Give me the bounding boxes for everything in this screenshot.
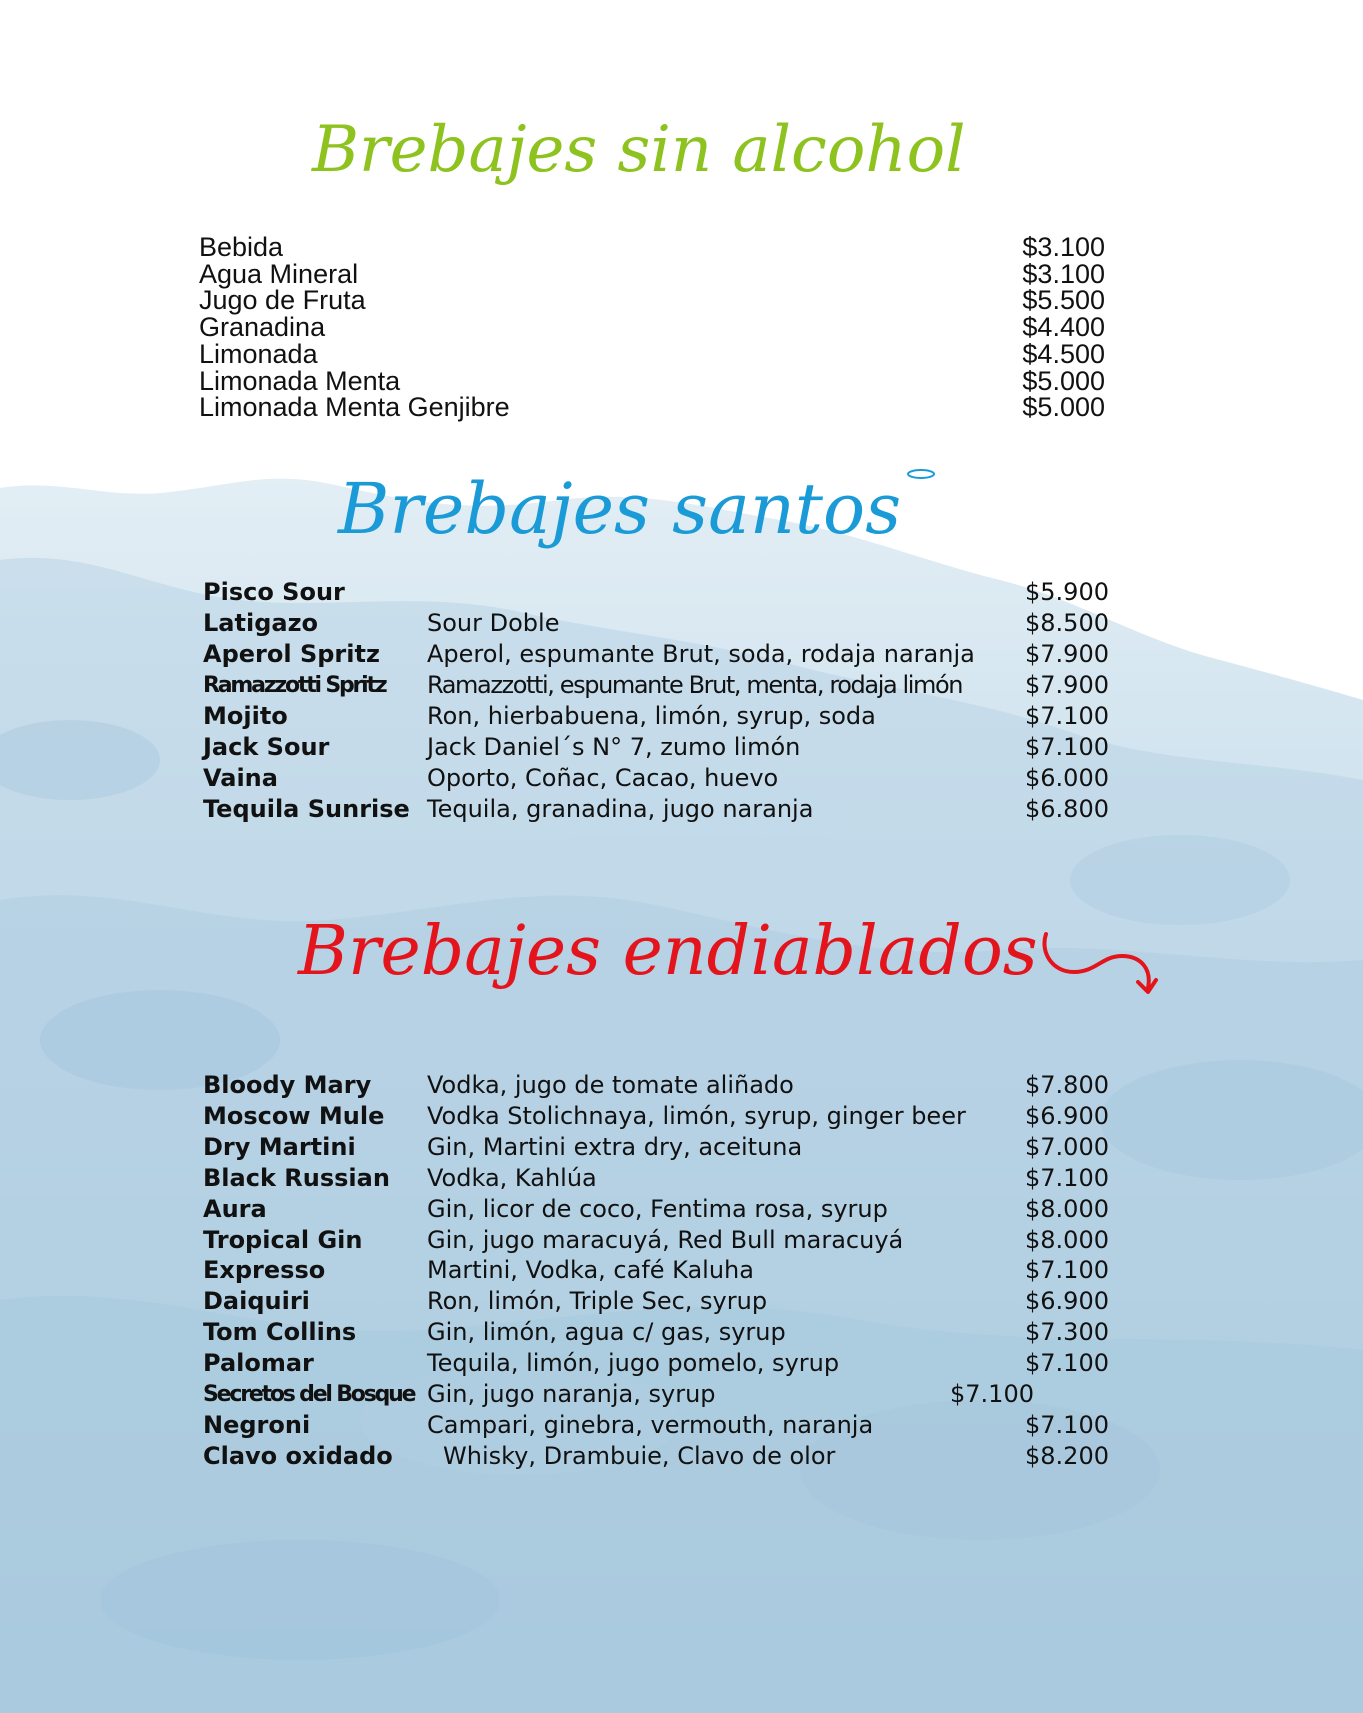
menu-item bbox=[203, 639, 1109, 670]
item-price: $7.300 bbox=[1025, 1318, 1109, 1347]
item-description: Vodka, Kahlúa bbox=[427, 1163, 597, 1192]
item-price: $6.900 bbox=[1025, 1101, 1109, 1130]
devil-tail-arrow-icon bbox=[1040, 926, 1160, 998]
menu-item bbox=[203, 1070, 1109, 1101]
item-name: Secretos del Bosque bbox=[203, 1382, 415, 1407]
item-name: Expresso bbox=[203, 1256, 326, 1285]
item-name: Daiquiri bbox=[203, 1287, 310, 1316]
item-name: Jack Sour bbox=[203, 733, 330, 761]
item-price: $4.500 bbox=[1022, 338, 1105, 369]
item-price: $8.000 bbox=[1025, 1225, 1109, 1254]
item-price: $7.100 bbox=[1025, 1256, 1109, 1285]
menu-item bbox=[203, 1410, 1109, 1441]
item-name: Agua Mineral bbox=[199, 258, 359, 289]
item-name: Latigazo bbox=[203, 609, 319, 637]
item-price: $7.800 bbox=[1025, 1071, 1109, 1099]
item-description: Gin, jugo maracuyá, Red Bull maracuyá bbox=[427, 1225, 904, 1254]
item-name: Pisco Sour bbox=[203, 578, 345, 606]
menu-item bbox=[203, 670, 1109, 701]
item-price: $7.000 bbox=[1025, 1132, 1109, 1161]
item-description: Vodka Stolichnaya, limón, syrup, ginger beer bbox=[427, 1101, 966, 1130]
menu-item bbox=[203, 1379, 1109, 1410]
item-name: Negroni bbox=[203, 1410, 311, 1439]
item-name: Tequila Sunrise bbox=[203, 795, 410, 823]
item-price: $5.900 bbox=[1025, 578, 1109, 606]
item-name: Ramazzotti Spritz bbox=[203, 673, 386, 698]
section-title-santos: Brebajes santos bbox=[338, 468, 902, 550]
item-name: Aperol Spritz bbox=[203, 640, 380, 668]
section-title-sin-alcohol: Brebajes sin alcohol bbox=[312, 113, 966, 187]
item-price: $8.200 bbox=[1025, 1441, 1109, 1470]
item-price: $3.100 bbox=[1022, 232, 1105, 262]
menu-item bbox=[203, 1194, 1109, 1225]
menu-item bbox=[203, 1286, 1109, 1317]
item-description: Gin, licor de coco, Fentima rosa, syrup bbox=[427, 1194, 888, 1223]
item-description: Gin, Martini extra dry, aceituna bbox=[427, 1132, 803, 1161]
item-price: $7.100 bbox=[1025, 1163, 1109, 1192]
item-name: Palomar bbox=[203, 1349, 314, 1378]
item-name: Tom Collins bbox=[203, 1318, 357, 1347]
item-name: Granadina bbox=[199, 312, 326, 343]
item-price: $6.900 bbox=[1025, 1287, 1109, 1316]
item-description: Ron, hierbabuena, limón, syrup, soda bbox=[427, 702, 876, 730]
menu-item bbox=[203, 608, 1109, 639]
item-description: Vodka, jugo de tomate aliñado bbox=[427, 1071, 794, 1099]
menu-item bbox=[203, 1101, 1109, 1132]
menu-item bbox=[203, 1163, 1109, 1194]
menu-item bbox=[203, 1225, 1109, 1256]
item-price: $7.100 bbox=[950, 1380, 1034, 1408]
item-price: $3.100 bbox=[1022, 258, 1105, 289]
item-description: Tequila, granadina, jugo naranja bbox=[427, 795, 814, 823]
section-title-endiablados: Brebajes endiablados bbox=[298, 912, 1038, 991]
item-price: $8.500 bbox=[1025, 609, 1109, 637]
menu-item bbox=[203, 794, 1109, 825]
item-description: Whisky, Drambuie, Clavo de olor bbox=[443, 1441, 836, 1470]
item-name: Jugo de Fruta bbox=[199, 285, 366, 316]
item-name: Moscow Mule bbox=[203, 1101, 385, 1130]
item-name: Limonada Menta Genjibre bbox=[199, 392, 510, 423]
item-description: Aperol, espumante Brut, soda, rodaja naranja bbox=[427, 640, 975, 668]
menu-item bbox=[203, 1441, 1109, 1472]
item-price: $5.000 bbox=[1022, 392, 1105, 423]
item-name: Vaina bbox=[203, 764, 278, 792]
item-name: Tropical Gin bbox=[203, 1225, 363, 1254]
item-name: Limonada Menta bbox=[199, 365, 401, 396]
item-description: Martini, Vodka, café Kaluha bbox=[427, 1256, 754, 1285]
item-description: Gin, limón, agua c/ gas, syrup bbox=[427, 1318, 786, 1347]
item-price: $7.900 bbox=[1025, 671, 1109, 699]
menu-item bbox=[203, 577, 1109, 608]
item-price: $5.500 bbox=[1022, 285, 1105, 316]
item-name: Bloody Mary bbox=[203, 1071, 372, 1099]
item-description: Ramazzotti, espumante Brut, menta, rodaja limón bbox=[427, 671, 963, 699]
item-description: Ron, limón, Triple Sec, syrup bbox=[427, 1287, 768, 1316]
item-description: Campari, ginebra, vermouth, naranja bbox=[427, 1410, 874, 1439]
item-name: Aura bbox=[203, 1194, 267, 1223]
item-price: $6.000 bbox=[1025, 764, 1109, 792]
menu-item bbox=[203, 763, 1109, 794]
item-price: $4.400 bbox=[1022, 312, 1105, 343]
menu-item bbox=[203, 701, 1109, 732]
item-price: $6.800 bbox=[1025, 795, 1109, 823]
item-name: Bebida bbox=[199, 232, 284, 262]
item-description: Oporto, Coñac, Cacao, huevo bbox=[427, 764, 779, 792]
item-description: Sour Doble bbox=[427, 609, 560, 637]
menu-item bbox=[203, 1132, 1109, 1163]
item-price: $8.000 bbox=[1025, 1194, 1109, 1223]
item-price: $7.100 bbox=[1025, 733, 1109, 761]
menu-item bbox=[203, 732, 1109, 763]
item-description: Tequila, limón, jugo pomelo, syrup bbox=[427, 1349, 840, 1378]
menu-item bbox=[203, 1255, 1109, 1286]
item-name: Black Russian bbox=[203, 1163, 390, 1192]
item-description: Gin, jugo naranja, syrup bbox=[427, 1380, 716, 1408]
halo-icon bbox=[906, 468, 936, 480]
item-price: $7.100 bbox=[1025, 1349, 1109, 1378]
item-description: Jack Daniel´s N° 7, zumo limón bbox=[427, 733, 801, 761]
item-name: Dry Martini bbox=[203, 1132, 356, 1161]
item-name: Limonada bbox=[199, 338, 318, 369]
item-price: $7.900 bbox=[1025, 640, 1109, 668]
item-price: $7.100 bbox=[1025, 702, 1109, 730]
item-name: Clavo oxidado bbox=[203, 1441, 393, 1470]
item-name: Mojito bbox=[203, 702, 288, 730]
item-price: $5.000 bbox=[1022, 365, 1105, 396]
menu-item bbox=[203, 1348, 1109, 1379]
item-price: $7.100 bbox=[1025, 1410, 1109, 1439]
menu-item bbox=[203, 1317, 1109, 1348]
menu-item bbox=[199, 392, 1105, 423]
